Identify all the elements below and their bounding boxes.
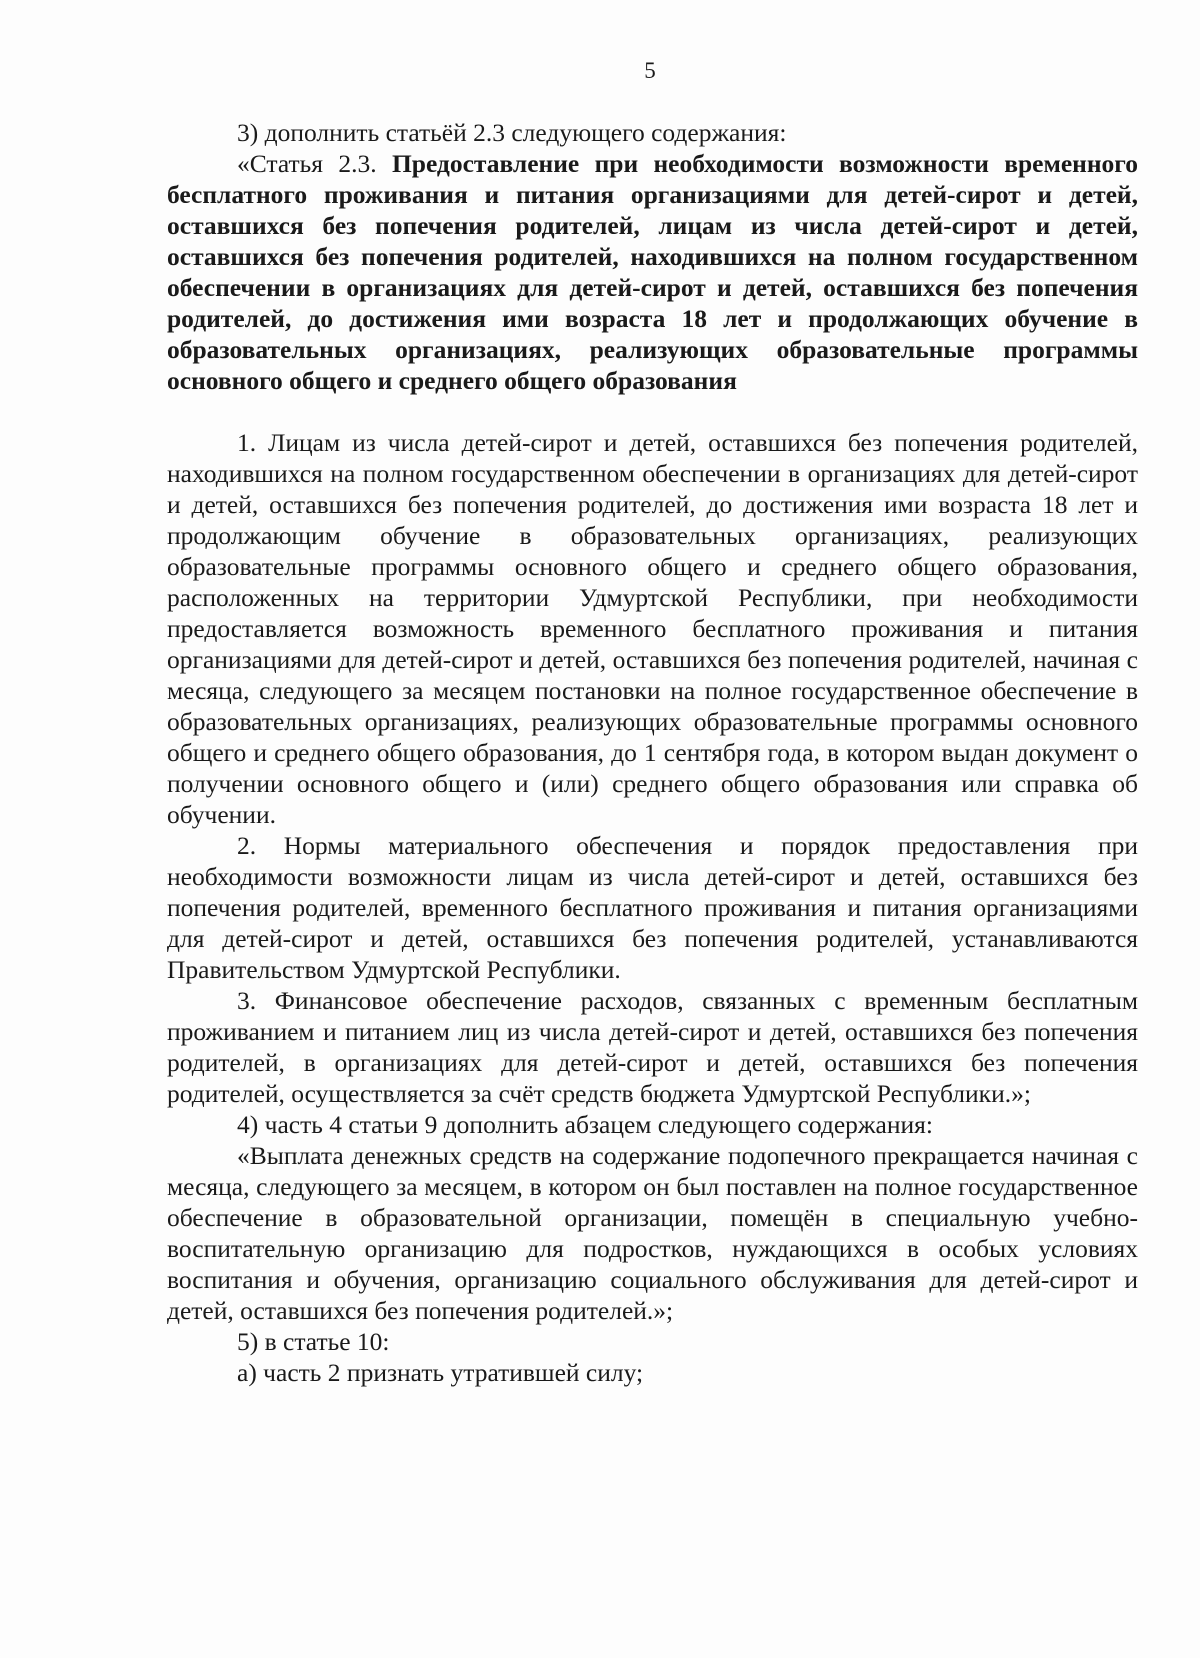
article-2-3-part-2: 2. Нормы материального обеспечения и порядок предоставления при необходимости возможности лицам из числа детей-сирот и детей, оставшихся без попечения родителей, временного бесплатного проживания и питания организациями для детей-сирот и детей, оставшихся без попечения родителей, устанавливаются Правительством Удмуртской Республики. (167, 831, 1138, 984)
article-2-3-part-1: 1. Лицам из числа детей-сирот и детей, оставшихся без попечения родителей, находившихся на полном государственном обеспечении в организациях для детей-сирот и детей, оставшихся без попечения родителей, до достижения ими возраста 18 лет и продолжающим обучение в образовательных организациях, реализующих образовательные программы основного общего и среднего общего образования, расположенных на территории Удмуртской Республики, при необходимости предоставляется возможность временного бесплатного проживания и питания организациями для детей-сирот и детей, оставшихся без попечения родителей, начиная с месяца, следующего за месяцем постановки на полное государственное обеспечение в образовательных организациях, реализующих образовательные программы основного общего и среднего общего образования, до 1 сентября года, в котором выдан документ о получении основного общего и (или) среднего общего образования или справка об обучении. (167, 428, 1138, 829)
paragraph-item-3: 3) дополнить статьёй 2.3 следующего содержания: (237, 118, 787, 147)
paragraph-item-4: 4) часть 4 статьи 9 дополнить абзацем следующего содержания: (237, 1110, 933, 1139)
article-9-addition: «Выплата денежных средств на содержание подопечного прекращается начиная с месяца, следующего за месяцем, в котором он был поставлен на полное государственное обеспечение в образовательной организации, помещён в специальную учебно-воспитательную организацию для подростков, нуждающихся в особых условиях воспитания и обучения, организацию социального обслуживания для детей-сирот и детей, оставшихся без попечения родителей.»; (167, 1141, 1138, 1325)
document-body (167, 117, 1138, 1388)
article-2-3-heading (167, 148, 1138, 396)
paragraph-item-5: 5) в статье 10: (237, 1327, 390, 1356)
article-2-3-part-3: 3. Финансовое обеспечение расходов, связанных с временным бесплатным проживанием и питанием лиц из числа детей-сирот и детей, оставшихся без попечения родителей, в организациях для детей-сирот и детей, оставшихся без попечения родителей, осуществляется за счёт средств бюджета Удмуртской Республики.»; (167, 986, 1138, 1108)
paragraph-item-5a: а) часть 2 признать утратившей силу; (237, 1358, 644, 1387)
page-number: 5 (644, 58, 656, 83)
paragraph-gap (167, 396, 1138, 427)
article-2-3-title: Предоставление при необходимости возможности временного бесплатного проживания и питания организациями для детей-сирот и детей, оставшихся без попечения родителей, лицам из числа детей-сирот и детей, оставшихся без попечения родителей, находившихся на полном государственном обеспечении в организациях для детей-сирот и детей, оставшихся без попечения родителей, до достижения ими возраста 18 лет и продолжающих обучение в образовательных организациях, реализующих образовательные программы основного общего и среднего общего образования (167, 149, 1138, 395)
article-2-3-prefix: «Статья 2.3. (237, 149, 392, 178)
